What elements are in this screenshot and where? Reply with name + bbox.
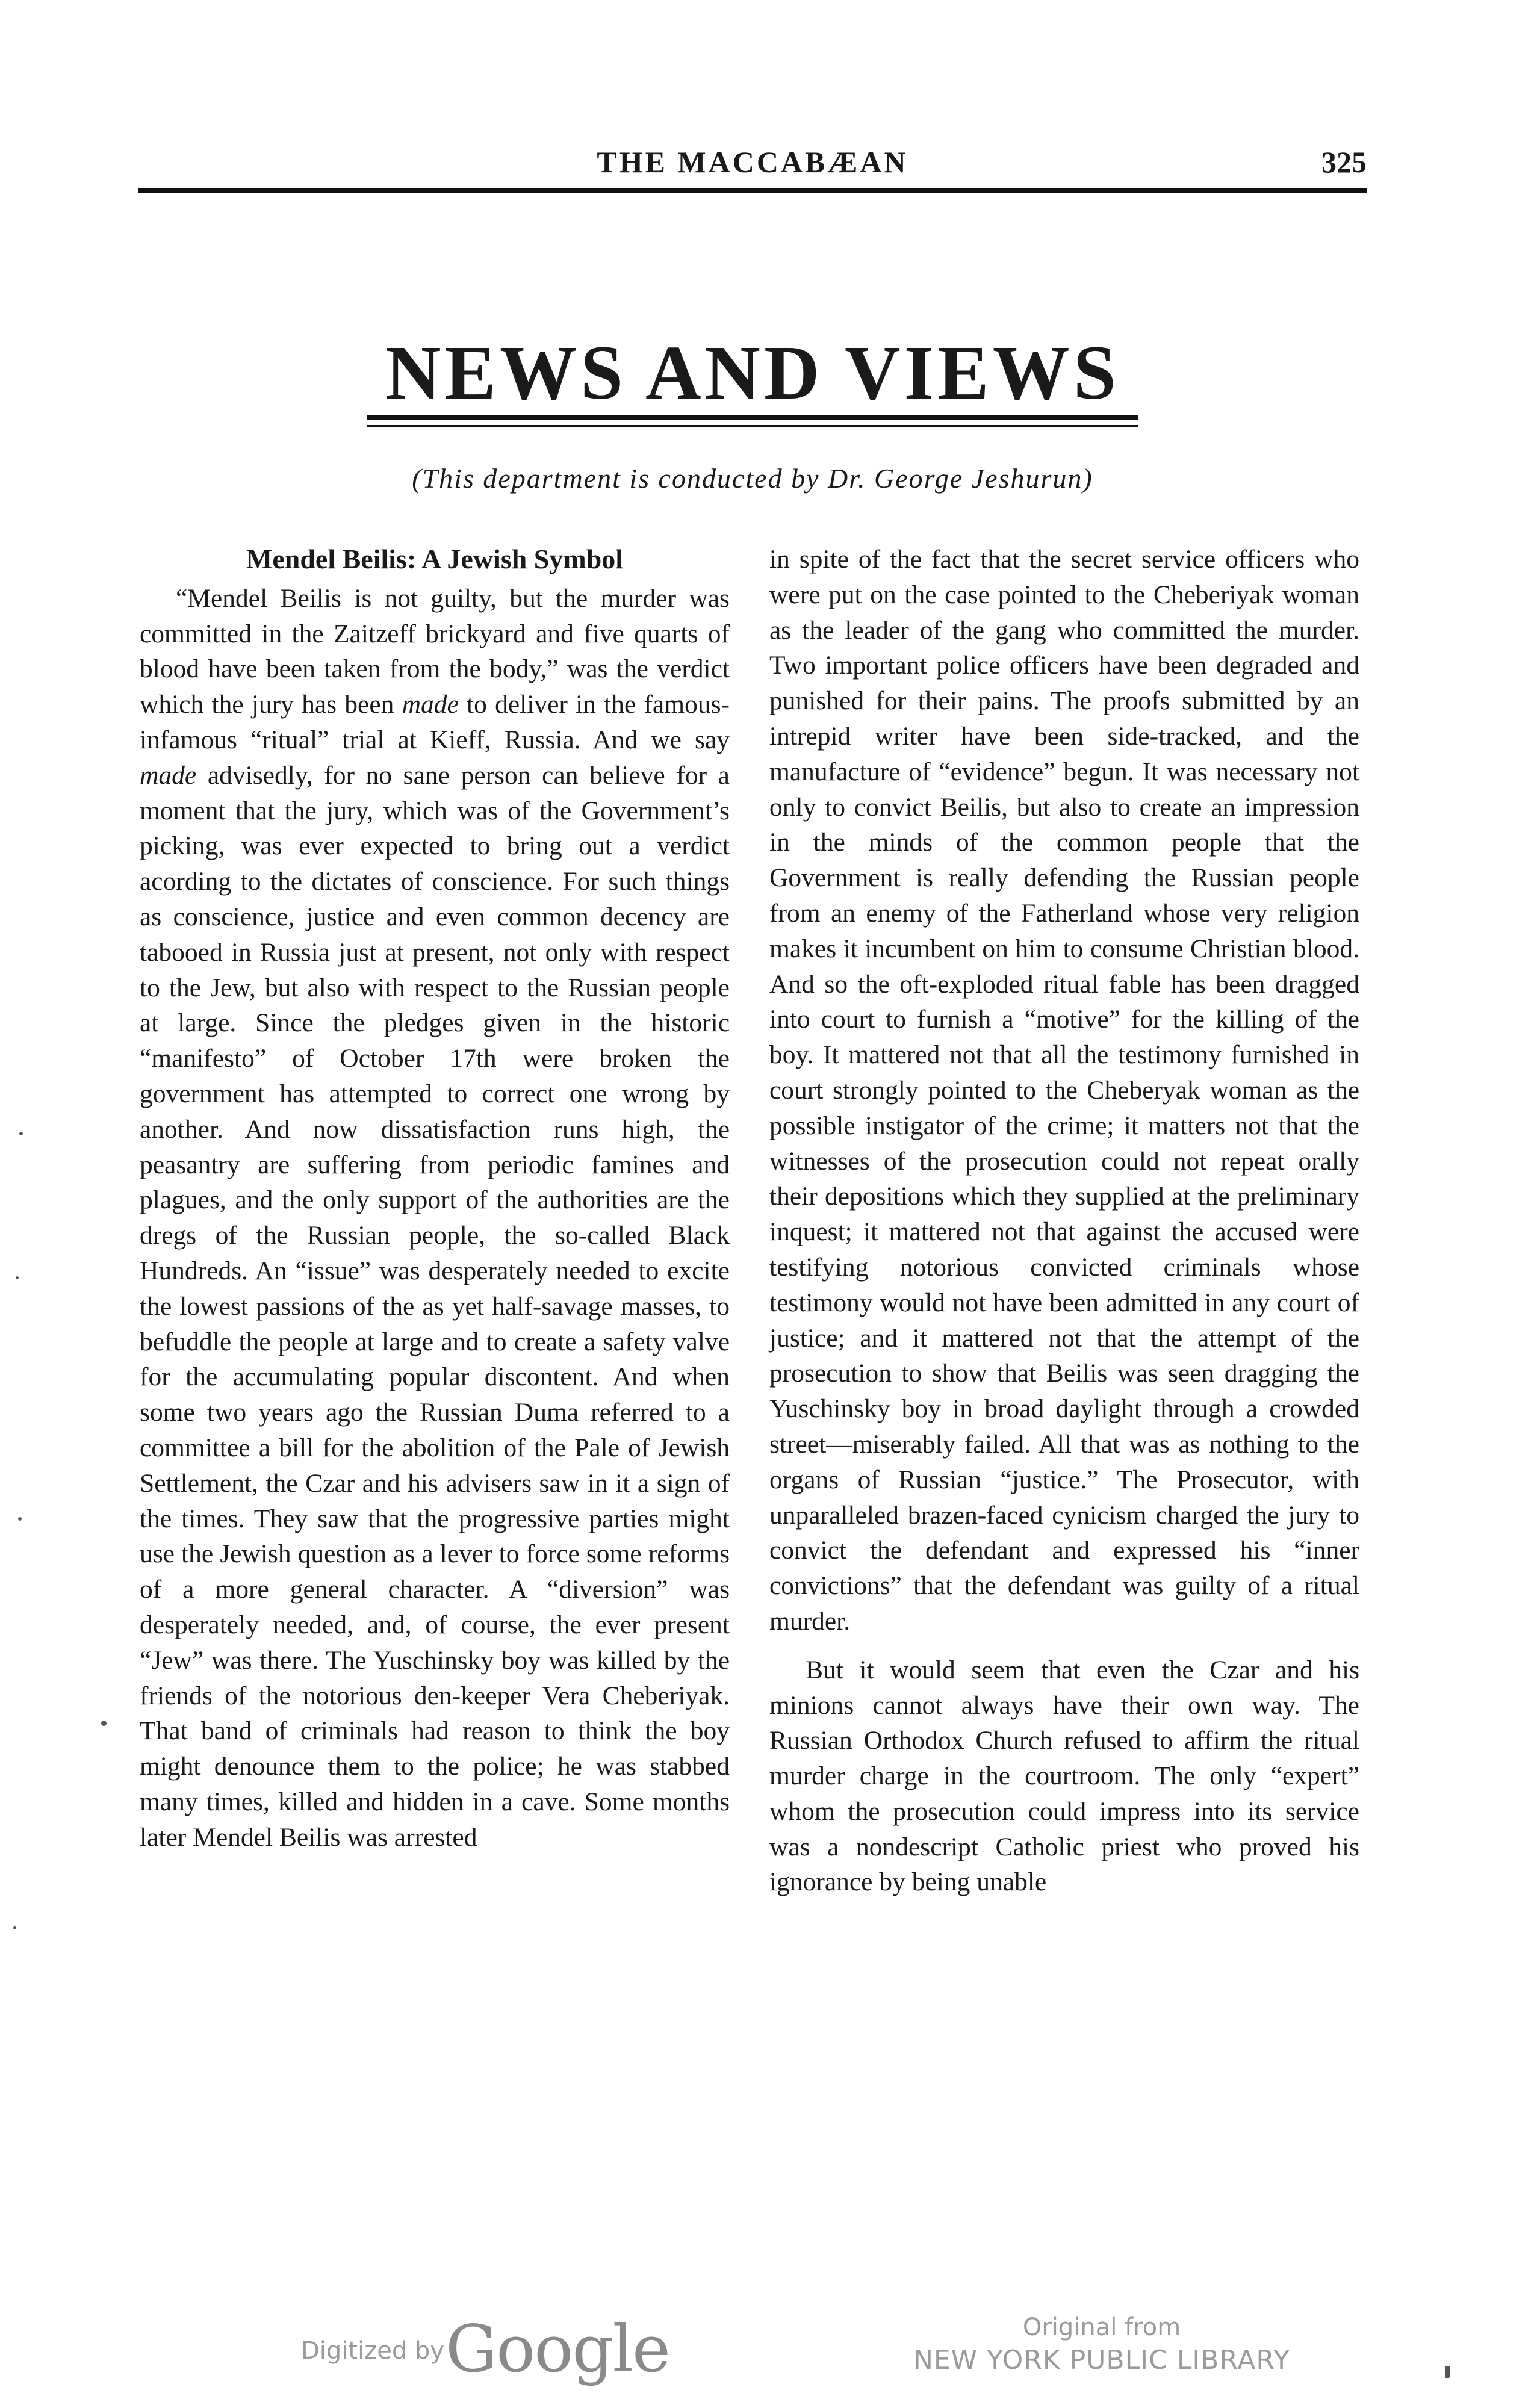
text-run: “Mendel Beilis is not guilty, but the murder was committed in the Zaitzeff brickyard and five quarts of blood have been taken from the body,” was the verdict which the jury has been	[140, 583, 730, 719]
page-number: 325	[1321, 145, 1367, 179]
left-column	[140, 542, 730, 1855]
google-logo: Google	[446, 2312, 669, 2387]
header-rule	[138, 188, 1367, 193]
text-run: advisedly, for no sane person can believe for a moment that the jury, which was of the Government’s picking, was ever expected to bring out a verdict acording to the dictates of conscience. For such things as conscience, justice and even common decency are tabooed in Russia just at present, not only with respect to the Jew, but also with respect to the Russian people at large. Since the pledges given in the historic “manifesto” of October 17th were broken the government has attempted to correct one wrong by another. And now dissatisfaction runs high, the peasantry are suffering from periodic famines and plagues, and the only support of the authorities are the dregs of the Russian people, the so-called Black Hundreds. An “issue” was desperately needed to excite the lowest passions of the as yet half-savage masses, to befuddle the people at large and to create a safety valve for the accumulating popular discontent. And when some two years ago the Russian Duma referred to a committee a bill for the abolition of the Pale of Jewish Settlement, the Czar and his advisers saw in it a sign of the times. They saw that the progressive parties might use the Jewish question as a lever to force some reforms of a more general character. A “diversion” was desperately needed, and, of course, the ever present “Jew” was there. The Yuschinsky boy was killed by the friends of the notorious den-keeper Vera Cheberiyak. That band of criminals had reason to think the boy might denounce them to the police; he was stabbed many times, killed and hidden in a cave. Some months later Mendel Beilis was arrested	[140, 760, 730, 1852]
body-paragraph-continued: in spite of the fact that the secret service officers who were put on the case pointed to the Cheberiyak woman as the leader of the gang who committed the murder. Two important police officers have been degraded and punished for their pains. The proofs submitted by an intrepid writer have been side-tracked, and the manufacture of “evidence” begun. It was necessary not only to convict Beilis, but also to create an impression in the minds of the common people that the Government is really defending the Russian people from an enemy of the Fatherland whose very religion makes it incumbent on him to consume Christian blood. And so the oft-exploded ritual fable has been dragged into court to furnish a “motive” for the killing of the boy. It mattered not that all the testimony furnished in court strongly pointed to the Cheberyak woman as the possible instigator of the crime; it matters not that the witnesses of the prosecution could not repeat orally their depositions which they supplied at the preliminary inquest; it mattered not that against the accused were testifying notorious convicted criminals whose testimony would not have been admitted in any court of justice; and it mattered not that the attempt of the prosecution to show that Beilis was seen dragging the Yuschinsky boy in broad daylight through a crowded street—miserably failed. All that was as nothing to the organs of Russian “justice.” The Prosecutor, with unparalleled brazen-faced cynicism charged the jury to convict the defendant and expressed his “inner convictions” that the defendant was guilty of a ritual murder.	[769, 545, 1359, 1636]
margin-speck	[101, 1721, 107, 1726]
margin-speck	[13, 1926, 16, 1929]
margin-speck	[16, 1276, 19, 1279]
body-paragraph	[140, 581, 730, 1855]
text-run: to deliver in the famous-infamous “ritual” trial at Kieff, Russia. And we say	[140, 690, 730, 754]
margin-speck	[19, 1132, 23, 1135]
emphasis-made: made	[140, 760, 197, 790]
section-heading: Mendel Beilis: A Jewish Symbol	[246, 544, 624, 574]
digitized-by-label: Digitized by	[301, 2337, 444, 2365]
right-column	[769, 542, 1359, 1900]
running-title: THE MACCABÆAN	[597, 145, 908, 179]
title-rule-thick	[367, 415, 1138, 420]
emphasis-made: made	[402, 690, 459, 719]
margin-speck	[1445, 2366, 1450, 2378]
running-head	[138, 144, 1367, 187]
library-name: NEW YORK PUBLIC LIBRARY	[913, 2345, 1291, 2375]
original-from-label: Original from	[1022, 2313, 1181, 2341]
department-byline: (This department is conducted by Dr. George Jeshurun)	[412, 463, 1093, 494]
article-title: NEWS AND VIEWS	[385, 330, 1120, 415]
margin-speck	[18, 1517, 22, 1521]
title-rule-thin	[367, 425, 1138, 427]
digitized-by-watermark	[301, 2312, 669, 2387]
library-watermark	[903, 2312, 1300, 2378]
body-paragraph: But it would seem that even the Czar and his minions cannot always have their own way. The Russian Orthodox Church refused to affirm the ritual murder charge in the courtroom. The only “expert” whom the prosecution could impress into its service was a nondescript Catholic priest who proved his ignorance by being unable	[769, 1655, 1359, 1897]
